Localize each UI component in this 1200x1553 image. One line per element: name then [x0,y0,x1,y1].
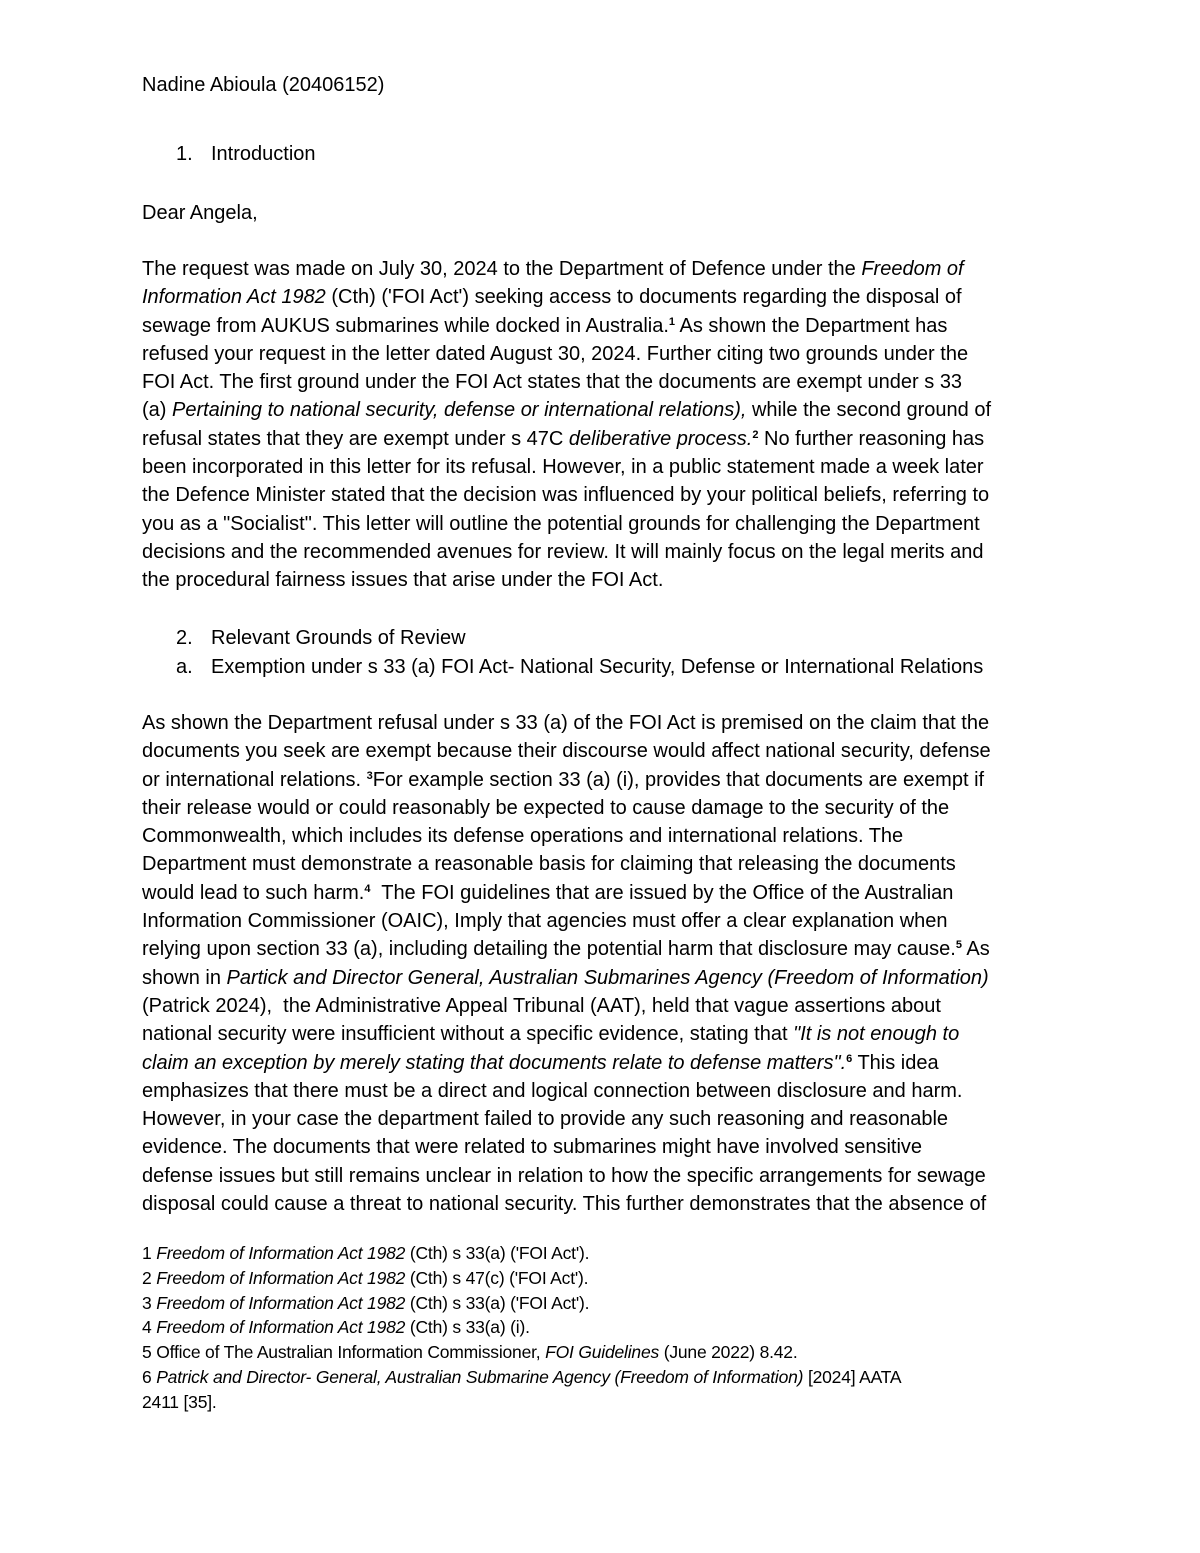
text-line: evidence. The documents that were related to submarines might have involved sensitive [142,1136,923,1159]
section-number: a. [176,656,193,678]
text-line: As shown the Department refusal under s 33 (a) of the FOI Act is premised on the claim that the [142,712,990,734]
text-line: documents you seek are exempt because their discourse would affect national security, defense [142,740,991,763]
text-line: relying upon section 33 (a), including detailing the potential harm that disclosure may cause.$^5$ As [142,938,990,961]
salutation: Dear Angela, [142,202,258,224]
text-line: been incorporated in this letter for its refusal. However, in a public statement made a week later [142,456,984,479]
section-number: 2. [176,627,193,649]
section-title: Introduction [211,143,316,165]
text-line: (a) Pertaining to national security, defense or international relations), while the second ground of [142,399,992,422]
text-line: Information Commissioner (OAIC), Imply that agencies must offer a clear explanation when [142,910,948,933]
text-line: disposal could cause a threat to national security. This further demonstrates that the absence of [142,1193,987,1216]
text-line: shown in Partick and Director General, Australian Submarines Agency (Freedom of Information) [142,966,989,989]
text-line: their release would or could reasonably be expected to cause damage to the security of the [142,796,950,819]
text-line: the procedural fairness issues that arise under the FOI Act. [142,569,664,592]
footnote-6-continuation: 2411 [35]. [142,1391,217,1412]
footnote-ref: 2 [752,428,759,441]
exemption-paragraph [142,709,1067,1218]
footnote-1: 1 Freedom of Information Act 1982 (Cth) s 33(a) ('FOI Act'). [142,1243,590,1263]
text-line: refused your request in the letter dated August 30, 2024. Further citing two grounds under the [142,342,969,365]
text-line: claim an exception by merely stating that documents relate to defense matters".$^6$ This idea [142,1051,939,1074]
footnote-2: 2 Freedom of Information Act 1982 (Cth) s 47(c) ('FOI Act'). [142,1267,589,1288]
text-line: or international relations. $^3$For example section 33 (a) (i), provides that documents are exempt if [142,768,985,791]
footnotes [142,1241,1042,1415]
section-heading-relevant-grounds [176,624,466,652]
text-line: The request was made on July 30, 2024 to the Department of Defence under the Freedom of [142,258,964,280]
author-line: Nadine Abioula (20406152) [142,74,385,96]
text-line: refusal states that they are exempt under s 47C deliberative process.$^2$ No further reasoning has [142,427,985,450]
section-heading-introduction [176,140,316,168]
text-line: emphasizes that there must be a direct and logical connection between disclosure and harm. [142,1079,963,1102]
text-line: decisions and the recommended avenues for review. It will mainly focus on the legal merits and [142,540,984,563]
footnote-3: 3 Freedom of Information Act 1982 (Cth) s 33(a) ('FOI Act'). [142,1292,590,1313]
footnote-6: 6 Patrick and Director- General, Australian Submarine Agency (Freedom of Information) [2024] AATA [142,1366,902,1387]
footnote-ref: 4 [364,882,371,895]
text-line: you as a "Socialist". This letter will outline the potential grounds for challenging the Department [142,512,980,535]
text-line: the Defence Minister stated that the decision was influenced by your political beliefs, referring to [142,484,990,507]
text-line: (Patrick 2024), the Administrative Appeal Tribunal (AAT), held that vague assertions about [142,994,941,1017]
text-line: national security were insufficient without a specific evidence, stating that "It is not enough to [142,1023,960,1046]
introduction-paragraph [142,255,1067,595]
footnote-ref: 6 [846,1052,853,1065]
text-line: sewage from AUKUS submarines while docked in Australia.$^1$ As shown the Department has [142,314,948,337]
footnote-ref: 1 [668,315,676,328]
text-line: FOI Act. The first ground under the FOI Act states that the documents are exempt under s 33 [142,371,963,394]
section-title: Exemption under s 33 (a) FOI Act- National Security, Defense or International Relations [211,656,984,678]
text-line: Information Act 1982 (Cth) ('FOI Act') seeking access to documents regarding the disposal of [142,286,962,309]
text-line: However, in your case the department failed to provide any such reasoning and reasonable [142,1108,949,1131]
subsection-heading-exemption [176,653,983,681]
footnote-5: 5 Office of The Australian Information Commissioner, FOI Guidelines (June 2022) 8.42. [142,1342,798,1363]
text-line: would lead to such harm.$^4$ The FOI guidelines that are issued by the Office of the Australian [142,881,954,904]
footnote-ref: 3 [366,769,373,782]
footnote-4: 4 Freedom of Information Act 1982 (Cth) s 33(a) (i). [142,1317,530,1338]
text-line: defense issues but still remains unclear in relation to how the specific arrangements for sewage [142,1164,986,1187]
footnote-ref: 5 [955,939,962,952]
section-number: 1. [176,143,193,165]
text-line: Commonwealth, which includes its defense operations and international relations. The [142,825,904,848]
section-title: Relevant Grounds of Review [211,627,466,649]
text-line: Department must demonstrate a reasonable basis for claiming that releasing the documents [142,853,956,876]
